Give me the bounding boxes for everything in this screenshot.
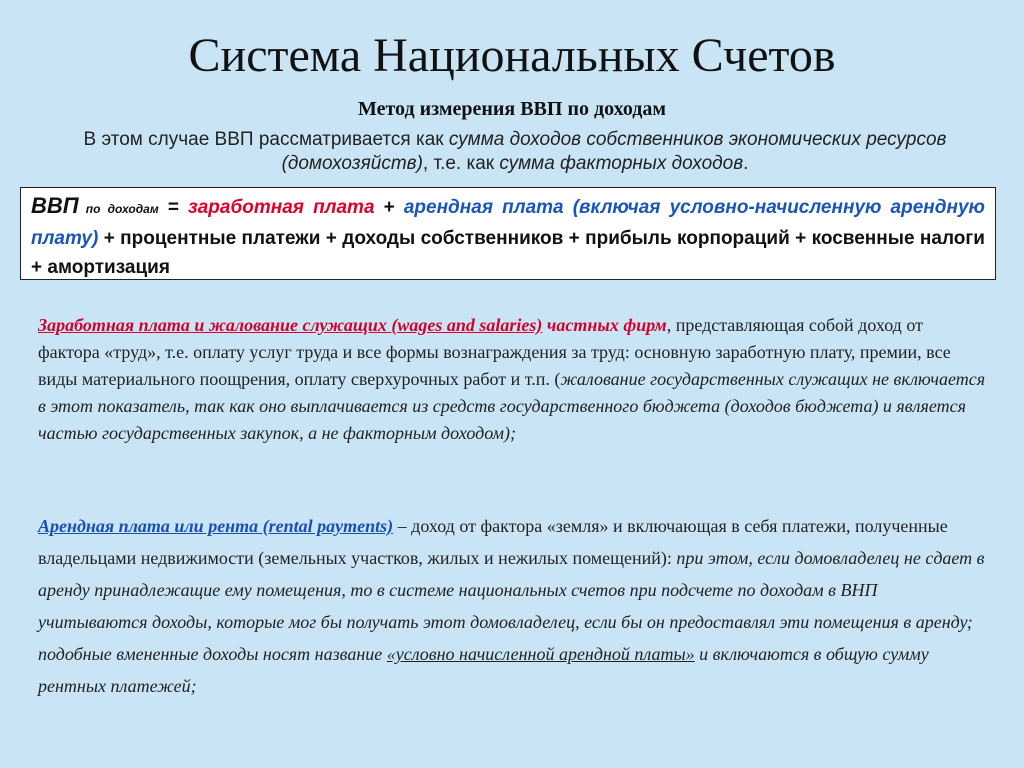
formula-wages: заработная плата (188, 197, 375, 218)
rent-italic: при этом, если домовладелец не сдает в аренду принадлежащие ему помещения, то в системе национальных счетов при подсчете по доходам в ВНП учитываются доходы, которые мог бы получать этот домовладелец, если бы он предоставлял эти помещения в аренду; подобные вмененные доходы носят название (38, 548, 985, 664)
formula-plus: + (374, 197, 404, 218)
formula-equals: = (158, 197, 189, 218)
wages-text: представляющая собой доход от фактора «труд», т.е. оплату услуг труда и все формы вознаграждения за труд: основную заработную плату, премии, все виды материального поощрения, оплату сверхурочных работ и т.п. ( (38, 315, 951, 389)
slide-subtitle: Метод измерения ВВП по доходам (357, 98, 667, 120)
wages-paragraph (38, 312, 988, 447)
formula-subscript: по доходам (78, 202, 159, 216)
rent-italic-end: и включаются в общую сумму рентных платежей; (38, 644, 929, 696)
wages-comma: , (666, 315, 672, 335)
intro-text (40, 128, 990, 176)
intro-part2: , т.е. как (422, 153, 500, 174)
rent-paragraph (38, 510, 988, 702)
gdp-formula-box (20, 187, 996, 280)
rent-term: Арендная плата или рента (rental payments) (38, 516, 394, 536)
intro-part1: В этом случае ВВП рассматривается как (83, 129, 449, 150)
rent-underlined-term: «условно начисленной арендной платы» (386, 644, 695, 664)
wages-firm: частных фирм (542, 315, 667, 335)
wages-italic: жалование государственных служащих не включается в этот показатель, так как оно выплачивается из средств государственного бюджета (доходов бюджета) и является частью государственных закупок, а не факторным доходом); (38, 369, 986, 443)
intro-italic2: сумма факторных доходов (499, 153, 744, 174)
rent-text: – доход от фактора «земля» и включающая в себя платежи, полученные владельцами недвижимости (земельных участков, жилых и нежилых помещений): (38, 516, 948, 568)
intro-italic1: сумма доходов собственников экономических ресурсов (домохозяйств) (281, 129, 947, 174)
wages-term: Заработная плата и жалование служащих (wages and salaries) (38, 315, 543, 335)
formula-gdp: ВВП (31, 193, 79, 218)
formula-rest: + процентные платежи + доходы собственников + прибыль корпораций + косвенные налоги + амортизация (31, 228, 985, 278)
slide-title: Система Национальных Счетов (188, 29, 836, 82)
formula-rent: арендная плата (включая условно-начисленную арендную плату) (31, 197, 985, 249)
intro-end: . (743, 153, 749, 174)
